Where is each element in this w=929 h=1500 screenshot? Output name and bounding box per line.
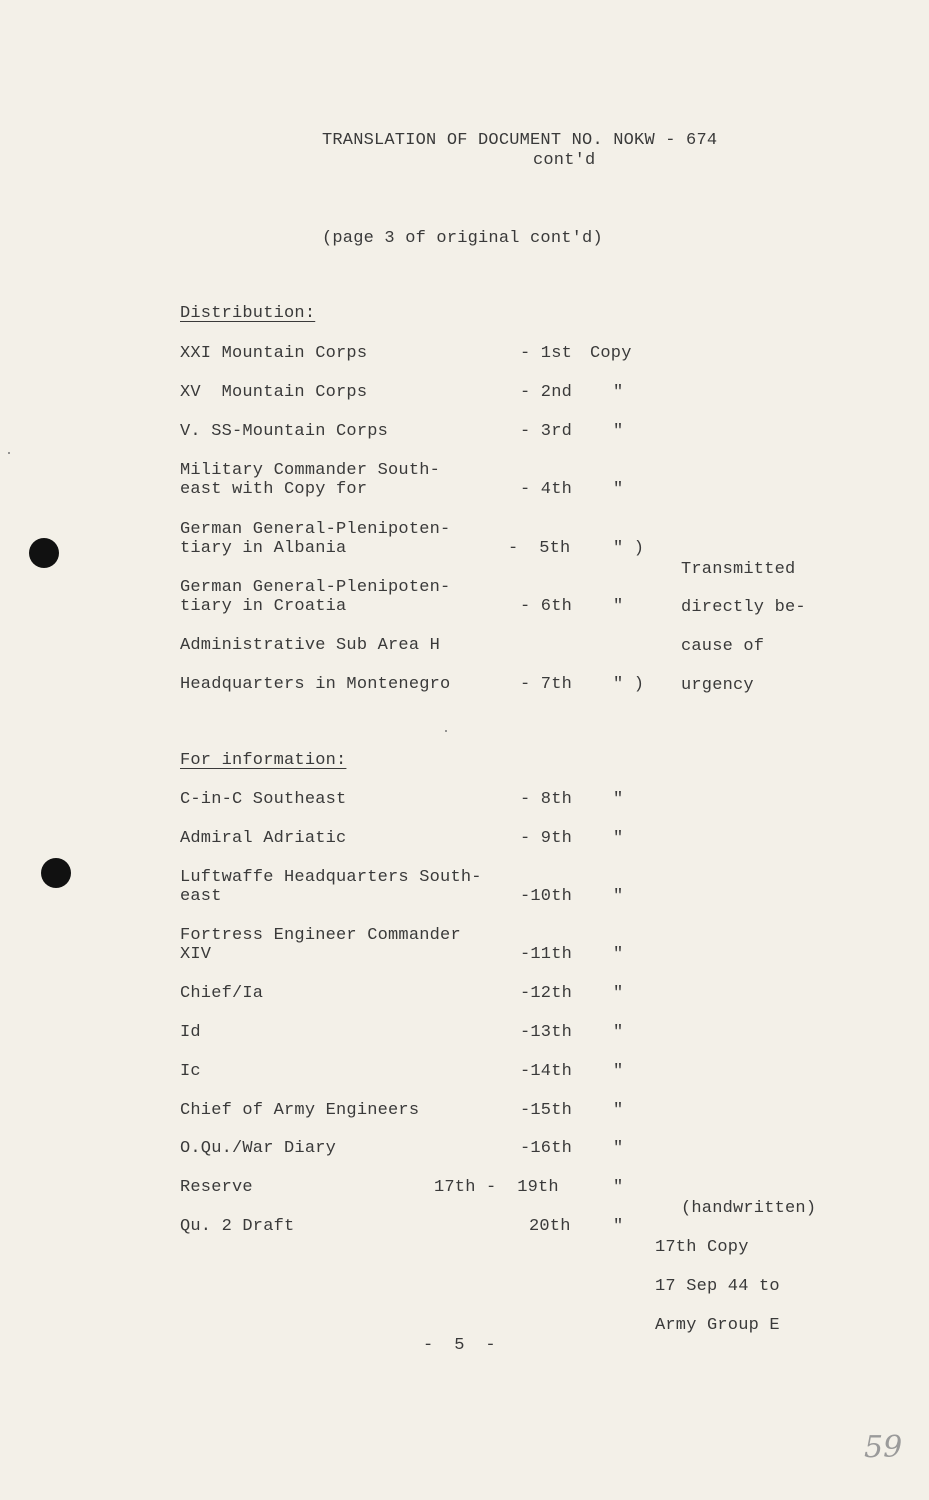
distribution-name: German General-Plenipoten- tiary in Albania [180, 520, 451, 558]
information-mark: " [613, 1217, 624, 1236]
distribution-copy: - 1st [520, 344, 573, 363]
information-mark: " [613, 887, 624, 906]
information-copy: -16th [520, 1139, 573, 1158]
information-name: Qu. 2 Draft [180, 1217, 295, 1236]
information-name: Reserve [180, 1178, 253, 1197]
information-mark: " [613, 1178, 624, 1197]
information-mark: " [613, 829, 624, 848]
information-copy: 17th - 19th [434, 1178, 559, 1197]
information-mark: " [613, 1062, 624, 1081]
punch-hole-bottom [41, 858, 71, 888]
distribution-copy: - 3rd [520, 422, 573, 441]
information-copy: -11th [520, 945, 573, 964]
handwritten-note-line: Army Group E [655, 1316, 780, 1335]
handwritten-note-line: 17th Copy [655, 1238, 749, 1257]
distribution-mark: Copy [590, 344, 632, 363]
information-copy: - 9th [520, 829, 573, 848]
distribution-name: Administrative Sub Area H [180, 636, 441, 655]
distribution-copy: - 6th [520, 597, 573, 616]
information-copy: -10th [520, 887, 573, 906]
transmitted-note-line: directly be- [681, 598, 806, 617]
transmitted-note-line: urgency [681, 676, 754, 695]
distribution-copy: - 5th [508, 539, 571, 558]
transmitted-note-line: cause of [681, 637, 765, 656]
information-heading: For information: [180, 751, 347, 770]
information-copy: - 8th [520, 790, 573, 809]
distribution-mark: " ) [613, 539, 645, 558]
document-title: TRANSLATION OF DOCUMENT NO. NOKW - 674 [322, 131, 718, 150]
speck [445, 730, 447, 732]
information-copy: -13th [520, 1023, 573, 1042]
handwritten-note-line: (handwritten) [681, 1199, 817, 1218]
information-copy: -15th [520, 1101, 573, 1120]
punch-hole-top [29, 538, 59, 568]
information-copy: -14th [520, 1062, 573, 1081]
distribution-mark: " [613, 597, 624, 616]
information-copy: -12th [520, 984, 573, 1003]
information-name: Chief of Army Engineers [180, 1101, 420, 1120]
distribution-name: Headquarters in Montenegro [180, 675, 451, 694]
distribution-mark: " ) [613, 675, 645, 694]
information-copy: 20th [529, 1217, 571, 1236]
information-name: Ic [180, 1062, 201, 1081]
distribution-heading: Distribution: [180, 304, 316, 323]
handwritten-note-line: 17 Sep 44 to [655, 1277, 780, 1296]
information-name: Admiral Adriatic [180, 829, 347, 848]
distribution-name: XXI Mountain Corps [180, 344, 368, 363]
information-name: Id [180, 1023, 201, 1042]
distribution-name: XV Mountain Corps [180, 383, 368, 402]
distribution-mark: " [613, 383, 624, 402]
distribution-name: German General-Plenipoten- tiary in Croatia [180, 578, 451, 616]
folio-number: 59 [864, 1430, 903, 1465]
information-name: Fortress Engineer Commander XIV [180, 926, 461, 964]
distribution-mark: " [613, 480, 624, 499]
distribution-name: Military Commander South- east with Copy for [180, 461, 441, 499]
transmitted-note-line: Transmitted [681, 560, 796, 579]
information-name: Luftwaffe Headquarters South- east [180, 868, 482, 906]
distribution-copy: - 4th [520, 480, 573, 499]
information-mark: " [613, 1101, 624, 1120]
distribution-name: V. SS-Mountain Corps [180, 422, 389, 441]
information-mark: " [613, 1023, 624, 1042]
information-name: C-in-C Southeast [180, 790, 347, 809]
document-cont: cont'd [533, 151, 596, 170]
speck [8, 452, 10, 454]
information-mark: " [613, 984, 624, 1003]
distribution-copy: - 2nd [520, 383, 573, 402]
page-reference: (page 3 of original cont'd) [322, 229, 603, 248]
information-mark: " [613, 790, 624, 809]
information-mark: " [613, 945, 624, 964]
page-number: - 5 - [423, 1336, 496, 1355]
information-name: O.Qu./War Diary [180, 1139, 337, 1158]
distribution-copy: - 7th [520, 675, 573, 694]
information-mark: " [613, 1139, 624, 1158]
information-name: Chief/Ia [180, 984, 264, 1003]
distribution-mark: " [613, 422, 624, 441]
